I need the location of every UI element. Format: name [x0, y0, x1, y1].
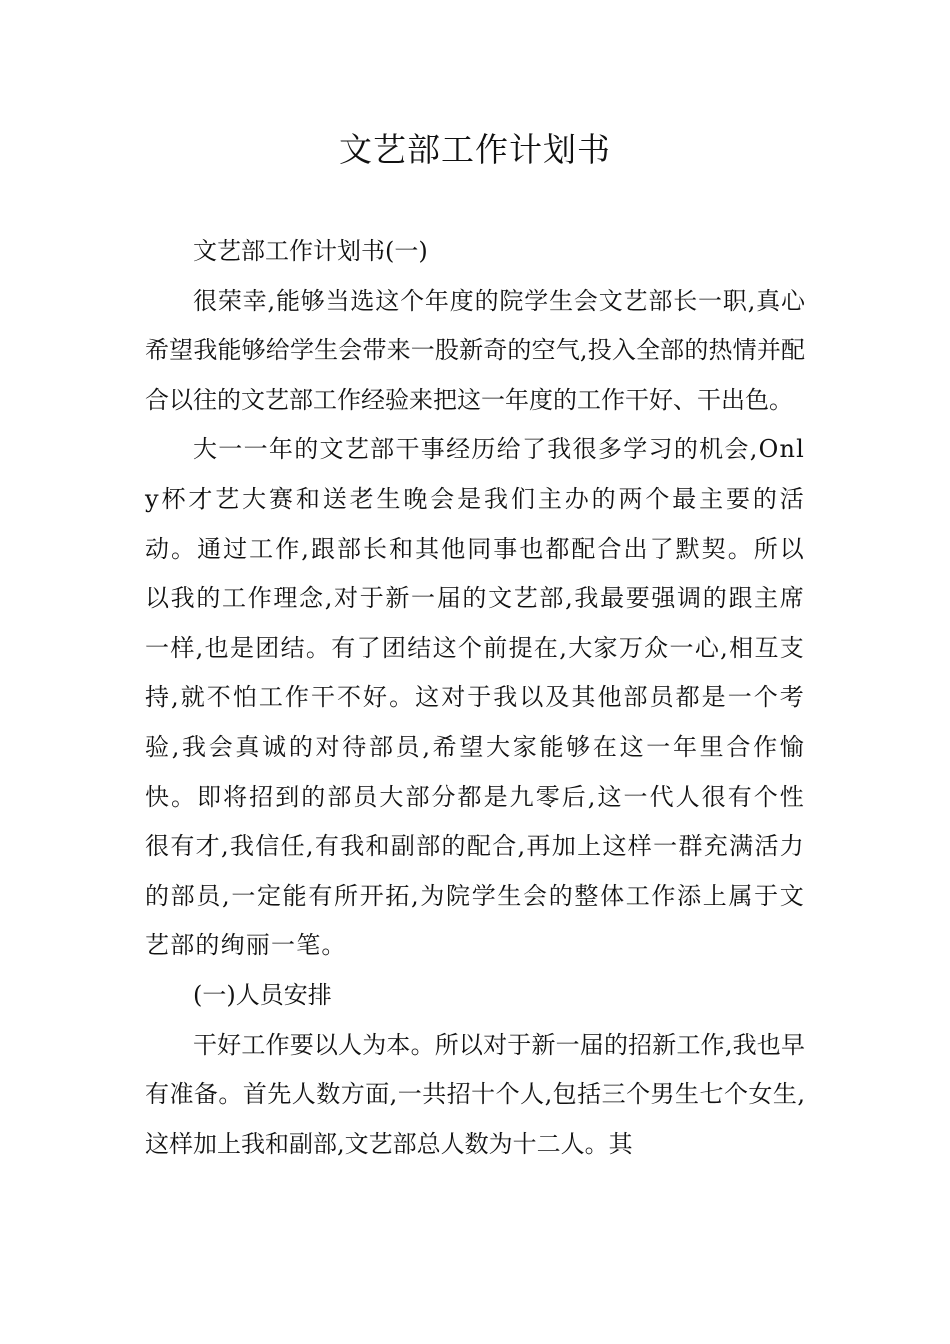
paragraph: 很荣幸,能够当选这个年度的院学生会文艺部长一职,真心希望我能够给学生会带来一股新奇的空气,投入全部的热情并配合以往的文艺部工作经验来把这一年度的工作干好、干出色。 — [145, 286, 805, 414]
document-body — [145, 227, 805, 1169]
document-title: 文艺部工作计划书 — [339, 130, 611, 169]
paragraph: 大一一年的文艺部干事经历给了我很多学习的机会,Only杯才艺大赛和送老生晚会是我们主办的两个最主要的活动。通过工作,跟部长和其他同事也都配合出了默契。所以以我的工作理念,对于新一届的文艺部,我最要强调的跟主席一样,也是团结。有了团结这个前提在,大家万众一心,相互支持,就不怕工作干不好。这对于我以及其他部员都是一个考验,我会真诚的对待部员,希望大家能够在这一年里合作愉快。即将招到的部员大部分都是九零后,这一代人很有个性很有才,我信任,有我和副部的配合,再加上这样一群充满活力的部员,一定能有所开拓,为院学生会的整体工作添上属于文艺部的绚丽一笔。 — [145, 435, 805, 960]
section-heading: 文艺部工作计划书(一) — [193, 237, 428, 265]
paragraph: 干好工作要以人为本。所以对于新一届的招新工作,我也早有准备。首先人数方面,一共招十个人,包括三个男生七个女生,这样加上我和副部,文艺部总人数为十二人。其 — [145, 1030, 805, 1158]
section-heading: (一)人员安排 — [193, 980, 332, 1009]
